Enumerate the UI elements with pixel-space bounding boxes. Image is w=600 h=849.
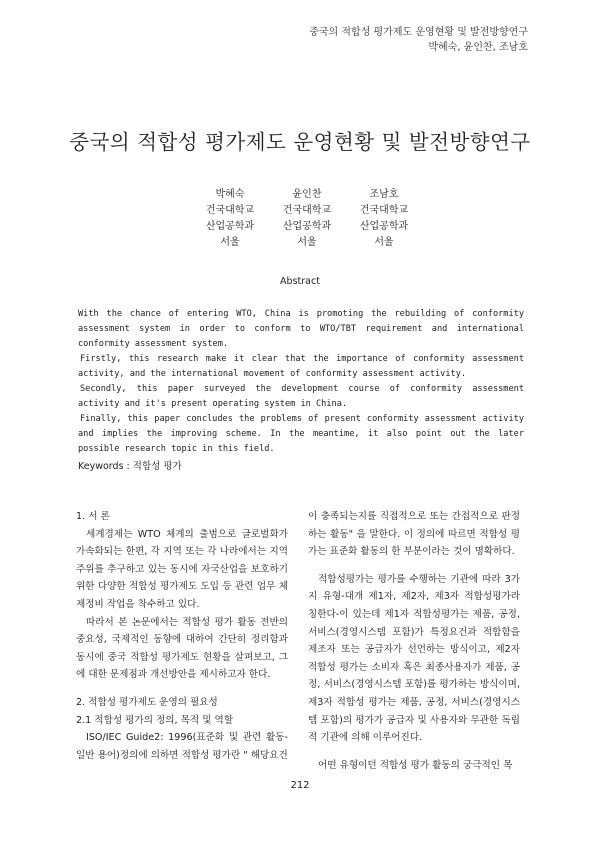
page-number: 212 bbox=[290, 780, 310, 791]
section-heading: 1. 서 론 bbox=[76, 511, 110, 522]
author-dept: 산업공학과 bbox=[282, 221, 332, 232]
keywords: Keywords : 적합성 평가 bbox=[78, 461, 182, 472]
running-head-authors: 박혜숙, 윤인찬, 조남호 bbox=[428, 42, 528, 53]
author-block bbox=[192, 187, 422, 251]
author-name: 박혜숙 bbox=[215, 189, 245, 200]
author-1 bbox=[192, 187, 268, 251]
body-paragraph: 어떤 유형이던 적합성 평가 활동의 궁극적인 목 bbox=[318, 759, 513, 771]
body-paragraph: 따라서 본 논문에서는 적합성 평가 활동 전반의 중요성, 국제적인 동향에 대하여 간단히 정리함과 동시에 중국 적합성 평가제도 현황을 살펴보고, 그에 대한 문제점과 개선방안을 제시하고자 한다. bbox=[76, 616, 288, 681]
body-paragraph: 이 충족되는지를 직접적으로 또는 간접적으로 판정하는 활동" 을 말한다. 이 정의에 따르면 적합성 평가는 표준화 활동의 한 부분이라는 것이 명확하다. bbox=[308, 511, 520, 558]
abstract-paragraph: Finally, this paper concludes the problems of present conformity assessment activity and implies the improving scheme. In the meantime, it also point out the later possible research topic in this field. bbox=[78, 414, 524, 454]
paper-title: 중국의 적합성 평가제도 운영현황 및 발전방향연구 bbox=[69, 130, 531, 154]
author-dept: 산업공학과 bbox=[205, 221, 255, 232]
abstract-body bbox=[78, 307, 524, 457]
body-paragraph: 세계경제는 WTO 체계의 출범으로 글로벌화가 가속화되는 한편, 각 지역 또는 각 나라에서는 지역주위를 추구하고 있는 동시에 자국산업을 보호하기 위한 다양한 적합성 평가제도 도입 등 관련 업무 체제정비 작업을 착수하고 있다. bbox=[76, 528, 288, 610]
running-head bbox=[309, 25, 528, 55]
author-2 bbox=[269, 187, 345, 251]
body-paragraph: 적합성평가는 평가를 수행하는 기관에 따라 3가지 유형-대개 제1자, 제2자, 제3자 적합성평가라 칭한다-이 있는데 제1자 적합성평가는 제품, 공정, 서비스(경영시스템 포함)가 특정요건과 적합함을 제조자 또는 공급자가 선언하는 방식이고, 제2자 적합성 평가는 소비자 혹은 최종사용자가 제품, 공정, 서비스(경영시스템 포함)를 평가하는 방식이며, 제3자 적합성 평가는 제품, 공정, 서비스(경영시스템 포함)의 평가가 공급자 및 사용자와 무관한 독립적 기관에 의해 이루어진다. bbox=[308, 573, 520, 744]
abstract-heading: Abstract bbox=[280, 276, 320, 287]
author-city: 서울 bbox=[374, 237, 394, 248]
subsection-heading: 2.1 적합성 평가의 정의, 목적 및 역할 bbox=[76, 714, 234, 726]
abstract-paragraph: Secondly, this paper surveyed the development course of conformity assessment activity and it's present operating system in China. bbox=[78, 384, 524, 409]
body-paragraph: ISO/IEC Guide2: 1996(표준화 및 관련 활동-일반 용어)정의에 의하면 적합성 평가란 " 해당요건 bbox=[76, 732, 288, 761]
author-school: 건국대학교 bbox=[359, 205, 409, 216]
author-3 bbox=[346, 187, 422, 251]
left-column bbox=[76, 508, 288, 764]
right-column bbox=[308, 508, 520, 774]
section-heading: 2. 적합성 평가제도 운영의 필요성 bbox=[76, 696, 218, 708]
author-school: 건국대학교 bbox=[205, 205, 255, 216]
author-city: 서울 bbox=[220, 237, 240, 248]
author-dept: 산업공학과 bbox=[359, 221, 409, 232]
author-name: 윤인찬 bbox=[292, 189, 322, 200]
author-city: 서울 bbox=[297, 237, 317, 248]
abstract-paragraph: With the chance of entering WTO, China is promoting the rebuilding of conformity assessment system in order to conform to WTO/TBT requirement and international conformity assessment system. bbox=[78, 309, 524, 349]
author-school: 건국대학교 bbox=[282, 205, 332, 216]
section-gap bbox=[76, 684, 288, 694]
running-head-title: 중국의 적합성 평가제도 운영현황 및 발전방향연구 bbox=[309, 27, 528, 38]
abstract-paragraph: Firstly, this research make it clear that the importance of conformity assessment activity, and the international movement of conformity assessment activity. bbox=[78, 354, 524, 379]
author-name: 조남호 bbox=[369, 189, 399, 200]
paragraph-gap bbox=[308, 747, 520, 757]
paragraph-gap bbox=[308, 561, 520, 571]
